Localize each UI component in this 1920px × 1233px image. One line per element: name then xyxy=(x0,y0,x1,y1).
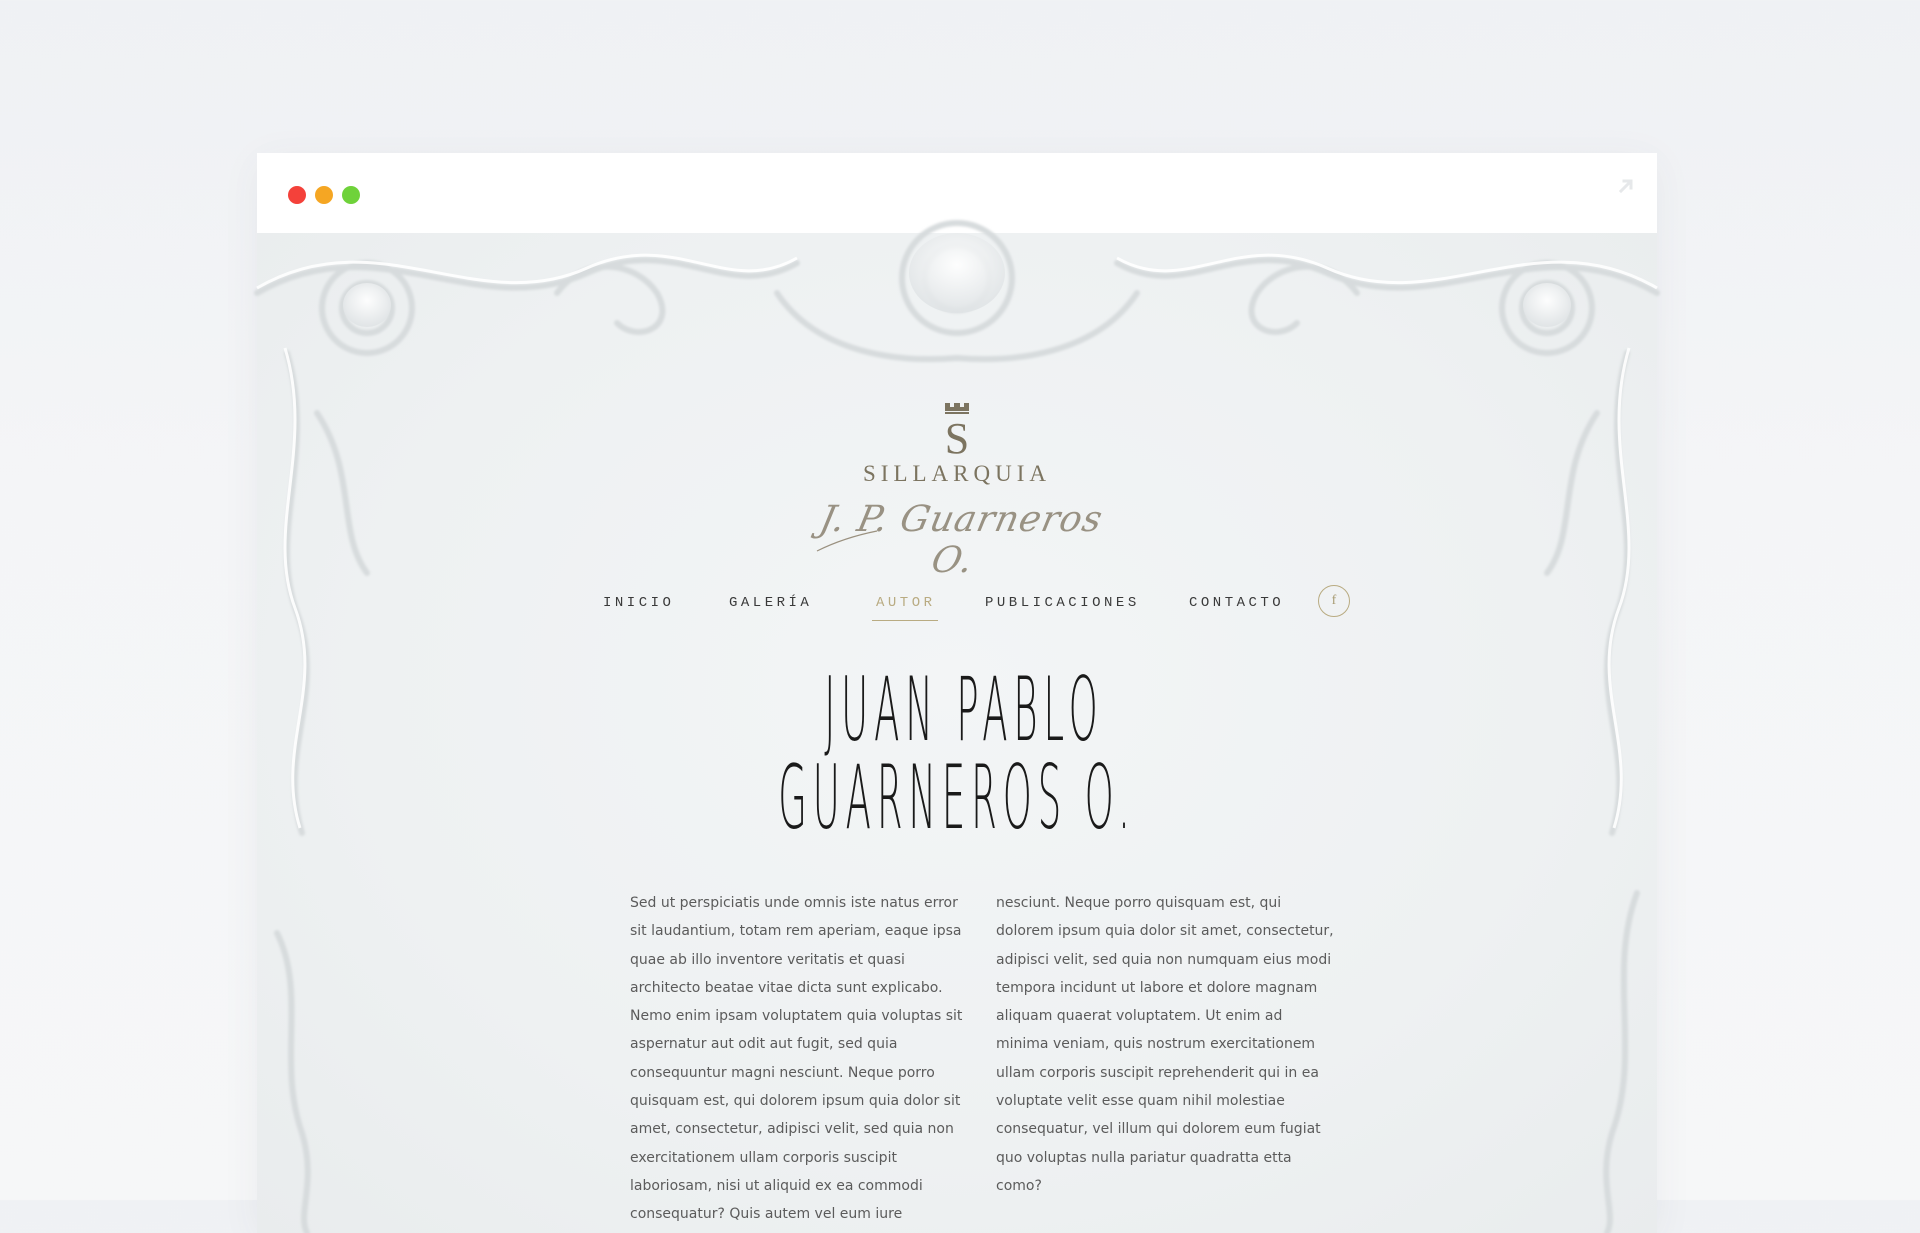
svg-text:S: S xyxy=(944,414,970,463)
main-navigation xyxy=(257,585,1657,625)
nav-item-publicaciones[interactable]: PUBLICACIONES xyxy=(985,595,1140,611)
crown-s-emblem-icon xyxy=(937,401,977,463)
maximize-window-button[interactable] xyxy=(342,186,360,204)
bio-column-left: Sed ut perspiciatis unde omnis iste natus error sit laudantium, totam rem aperiam, eaque ipsa quae ab illo inventore veritatis et quasi architecto beatae vitae dicta sunt explicabo. Nemo enim ipsam voluptatem quia voluptas sit aspernatur aut odit aut fugit, sed quia consequuntur magni nesciunt. Neque porro quisquam est, qui dolorem ipsum quia dolor sit amet, consectetur, adipisci velit, sed quia non exercitationem ullam corporis suscipit laboriosam, nisi ut aliquid ex ea commodi consequatur? Quis autem vel eum iure xyxy=(630,895,963,1223)
window-titlebar xyxy=(257,153,1657,233)
close-window-button[interactable] xyxy=(288,186,306,204)
expand-arrow-icon[interactable] xyxy=(1615,175,1637,197)
nav-item-inicio[interactable]: INICIO xyxy=(603,595,675,611)
nav-item-galeria[interactable]: GALERÍA xyxy=(729,595,813,611)
browser-window xyxy=(257,153,1657,1233)
signature-text: J. P. Guarneros O. xyxy=(816,499,1107,581)
facebook-label: f xyxy=(1331,593,1337,608)
facebook-icon[interactable] xyxy=(1318,585,1350,617)
nav-item-autor[interactable]: AUTOR xyxy=(876,595,936,611)
title-line-1: JUAN PABLO xyxy=(824,658,1104,761)
page-title xyxy=(257,658,1657,849)
minimize-window-button[interactable] xyxy=(315,186,333,204)
brand-name: SILLARQUIA xyxy=(863,461,1051,486)
author-signature xyxy=(807,491,1107,581)
bio-column-right: nesciunt. Neque porro quisquam est, qui dolorem ipsum quia dolor sit amet, consectetur, adipisci velit, sed quia non numquam eius modi tempora incidunt ut labore et dolore magnam aliquam quaerat voluptatem. Ut enim ad minima veniam, quis nostrum exercitationem ullam corporis suscipit reprehenderit qui in ea voluptate velit esse quam nihil molestiae consequatur, vel illum qui dolorem eum fugiat quo voluptas nulla pariatur quadratta etta como? xyxy=(996,895,1334,1194)
page-content xyxy=(257,233,1657,1233)
title-line-2: GUARNEROS O. xyxy=(778,746,1136,849)
nav-item-contacto[interactable]: CONTACTO xyxy=(1189,595,1285,611)
site-logo[interactable] xyxy=(257,401,1657,581)
